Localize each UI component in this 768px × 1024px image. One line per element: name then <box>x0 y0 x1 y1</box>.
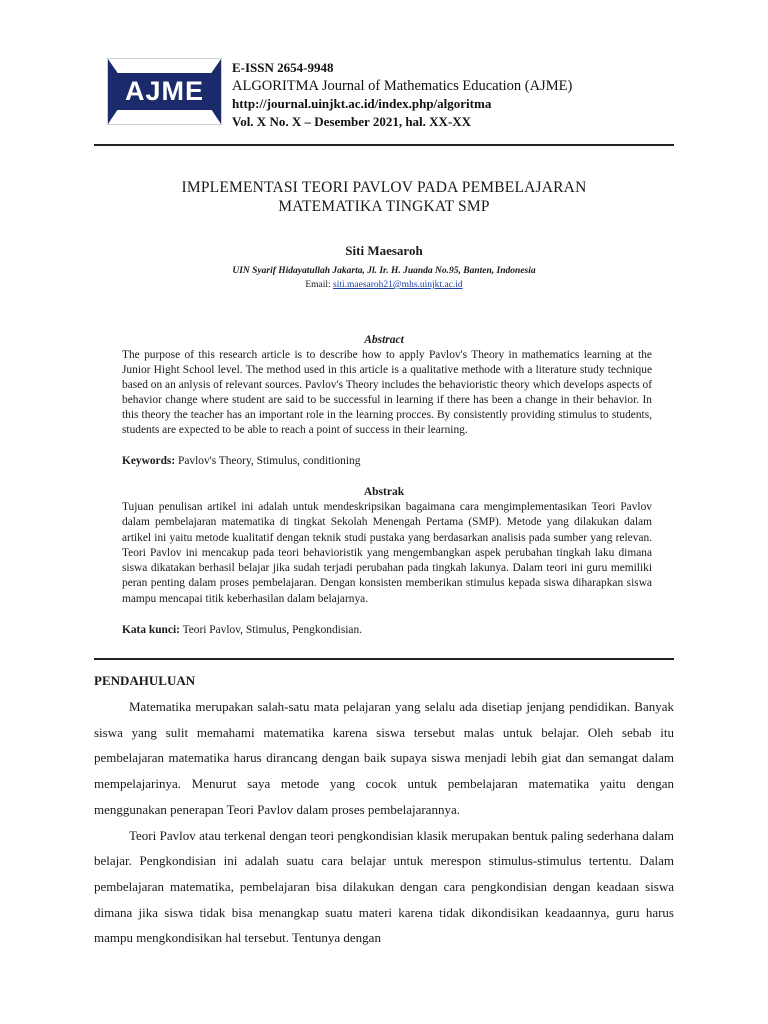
paragraph-1: Matematika merupakan salah-satu mata pelajaran yang selalu ada disetiap jenjang pendidikan. Banyak siswa yang sulit memahami matematika karena siswa tersebut malas untuk belajar. Oleh sebab itu pembelajaran matematika harus dirancang dengan baik supaya siswa menjadi lebih giat dan semangat dalam mempelajarinya. Menurut saya metode yang cocok untuk pembelajaran matematika yaitu dengan menggunakan penerapan Teori Pavlov dalam proses pembelajarannya. <box>94 699 674 817</box>
kata-kunci <box>122 624 652 636</box>
section-heading: PENDAHULUAN <box>94 673 196 688</box>
email-link[interactable]: siti.maesaroh21@mhs.uinjkt.ac.id <box>333 280 463 290</box>
keywords-values: Pavlov's Theory, Stimulus, conditioning <box>175 455 361 467</box>
kata-kunci-label: Kata kunci: <box>122 624 180 636</box>
journal-name: ALGORITMA Journal of Mathematics Education (AJME) <box>232 78 573 94</box>
journal-header-info <box>232 59 572 131</box>
title-line-1: IMPLEMENTASI TEORI PAVLOV PADA PEMBELAJARAN <box>181 179 587 196</box>
abstract-text: The purpose of this research article is to describe how to apply Pavlov's Theory in mathematics learning at the Junior Hight School level. The method used in this article is a qualitative methode with a literature study technique based on an anlysis of relevant sources. Pavlov's Theory includes the behavioristic theory which develops aspects of behavior change where student are said to be successful in learning if there has been a change in their behavior. In this theory the teacher has an important role in the learning procces. By consistently providing stimulus to students, students are expected to be able to reach a point of success in their learning. <box>122 349 652 436</box>
paper-title <box>94 178 674 216</box>
journal-url[interactable]: http://journal.uinjkt.ac.id/index.php/algoritma <box>232 96 492 111</box>
author-name: Siti Maesaroh <box>345 243 423 258</box>
abstract-divider <box>94 658 674 660</box>
keywords <box>122 455 652 467</box>
abstract-heading: Abstract <box>364 334 404 346</box>
header-divider <box>94 144 674 146</box>
abstrak-text: Tujuan penulisan artikel ini adalah untuk mendeskripsikan bagaimana cara mengimplementasikan Teori Pavlov dalam pembelajaran matematika di tingkat Sekolah Menengah Pertama (SMP). Metode yang dilakukan dalam artikel ini yaitu metode kualitatif dengan teknik studi pustaka yang berdasarkan analisis pada sumber yang relevan. Teori Pavlov ini mencakup pada teori behavioristik yang mengembangkan aspek perubahan tingkah laku dimana siswa dikatakan berhasil belajar jika sudah terjadi perubahan pada tingkah lakunya. Dalam teori ini guru memiliki peran penting dalam proses pembelajaran. Dengan konsisten memberikan stimulus kepada siswa diharapkan siswa mampu mencapai titik keberhasilan dalam belajarnya. <box>122 501 652 605</box>
kata-kunci-values: Teori Pavlov, Stimulus, Pengkondisian. <box>179 624 363 636</box>
title-line-2: MATEMATIKA TINGKAT SMP <box>278 198 490 215</box>
section-body <box>94 694 674 951</box>
journal-logo <box>107 58 222 125</box>
author-email <box>94 280 674 290</box>
volume-info: Vol. X No. X – Desember 2021, hal. XX-XX <box>232 114 472 129</box>
abstrak-heading: Abstrak <box>363 486 405 498</box>
author-affiliation: UIN Syarif Hidayatullah Jakarta, Jl. Ir. H. Juanda No.95, Banten, Indonesia <box>232 266 536 276</box>
logo-text: AJME <box>124 76 204 106</box>
issn: E-ISSN 2654-9948 <box>232 60 334 75</box>
email-label: Email: <box>305 280 334 290</box>
keywords-label: Keywords: <box>122 455 176 467</box>
paragraph-2: Teori Pavlov atau terkenal dengan teori pengkondisian klasik merupakan bentuk paling sederhana dalam belajar. Pengkondisian ini adalah suatu cara belajar untuk merespon stimulus-stimulus tertentu. Dalam pembelajaran matematika, pembelajaran bisa dilakukan dengan cara pengkondisian dengan keadaan siswa dimana jika siswa tidak bisa menangkap suatu materi karena tidak dikondisikan keadaannya, guru harus mampu mengkondisikan hal tersebut. Tentunya dengan <box>94 827 674 946</box>
